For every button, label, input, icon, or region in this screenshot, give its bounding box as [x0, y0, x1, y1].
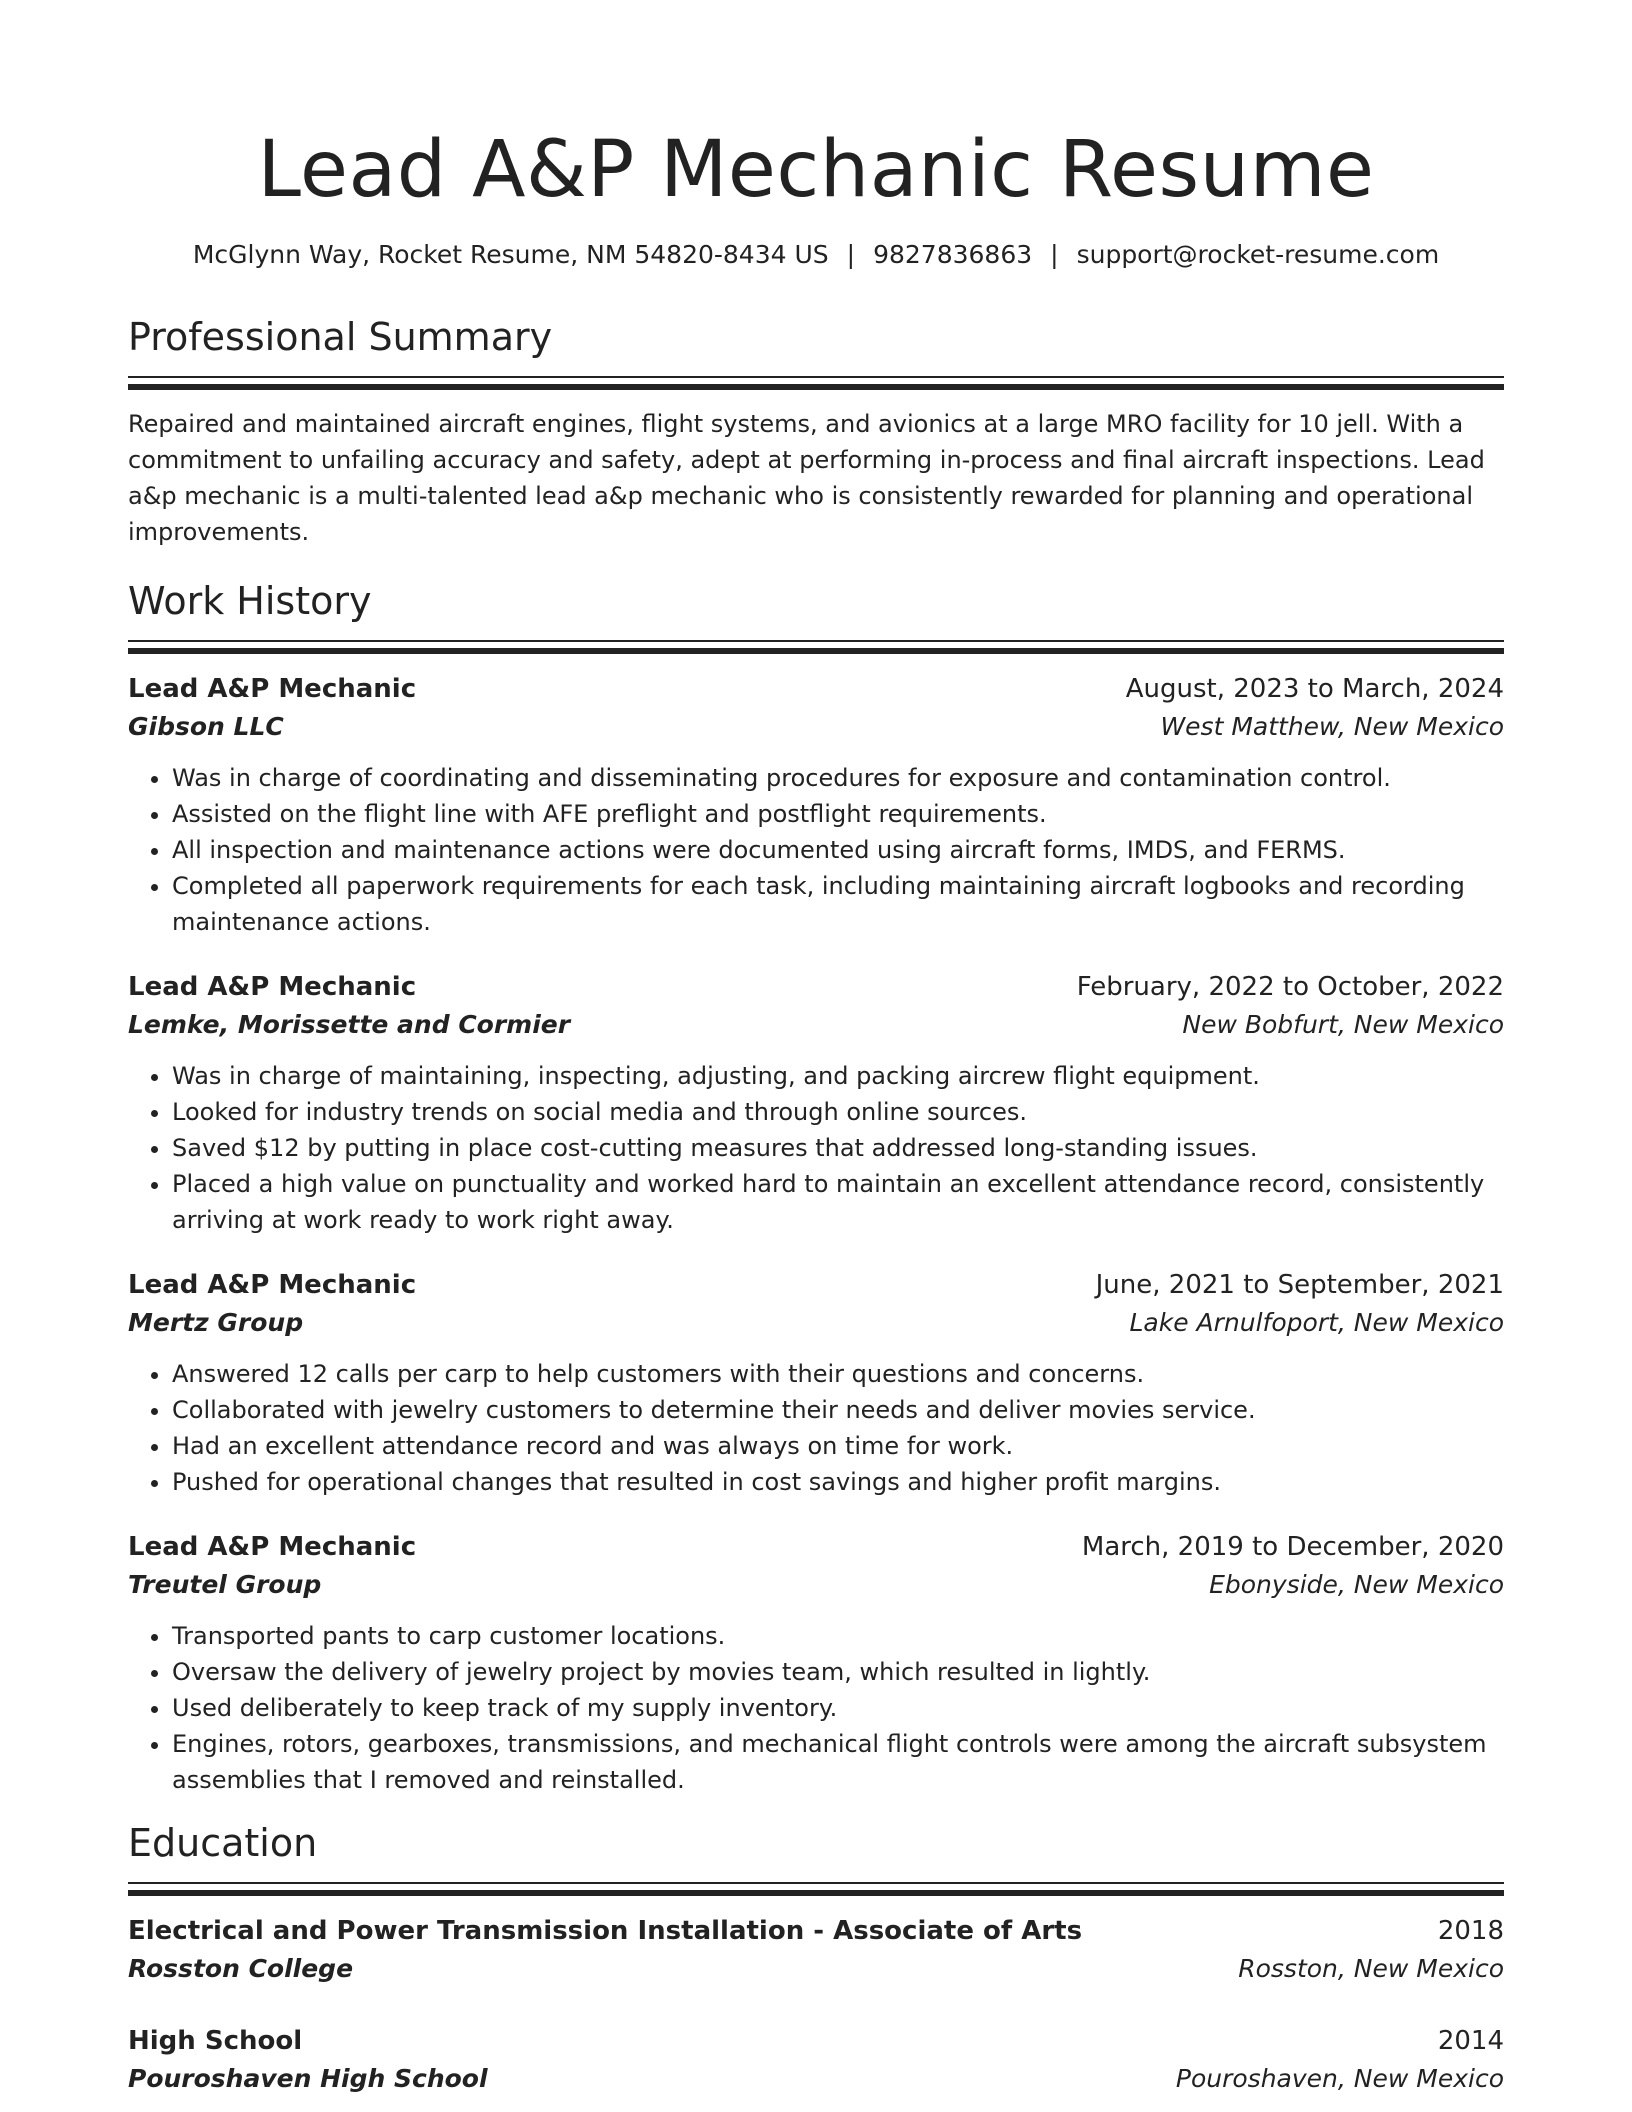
list-item: • Saved $12 by putting in place cost-cutting measures that addressed long-standing issues. [172, 1130, 1504, 1166]
graduation-year: 2018 [1437, 1916, 1504, 1946]
education-entry [128, 2022, 1504, 2098]
job-title: Lead A&P Mechanic [128, 1270, 417, 1300]
section-heading-work: Work History [128, 579, 372, 623]
job-entry [128, 1266, 1504, 1500]
summary-section [128, 312, 1504, 550]
list-item: • Was in charge of coordinating and disseminating procedures for exposure and contamination control. [172, 760, 1504, 796]
section-divider [128, 1882, 1504, 1896]
list-item: • Used deliberately to keep track of my supply inventory. [172, 1690, 1504, 1726]
school-name: Pouroshaven High School [128, 2064, 488, 2093]
job-location: West Matthew, New Mexico [1160, 712, 1504, 741]
list-item: • Pushed for operational changes that resulted in cost savings and higher profit margins. [172, 1464, 1504, 1500]
section-divider [128, 376, 1504, 390]
work-section [128, 576, 1504, 1798]
contact-address: McGlynn Way, Rocket Resume, NM 54820-8434 US [192, 240, 829, 269]
job-dates: February, 2022 to October, 2022 [1076, 972, 1504, 1002]
list-item: • Answered 12 calls per carp to help customers with their questions and concerns. [172, 1356, 1504, 1392]
degree-name: High School [128, 2026, 303, 2056]
job-location: Ebonyside, New Mexico [1209, 1570, 1504, 1599]
contact-separator: | [846, 240, 856, 269]
job-entry [128, 670, 1504, 940]
company-name: Treutel Group [128, 1570, 322, 1599]
company-name: Gibson LLC [128, 712, 284, 741]
school-name: Rosston College [128, 1954, 354, 1983]
list-item: • All inspection and maintenance actions were documented using aircraft forms, IMDS, and FERMS. [172, 832, 1504, 868]
education-entry [128, 1912, 1504, 1988]
list-item: • Was in charge of maintaining, inspecting, adjusting, and packing aircrew flight equipment. [172, 1058, 1504, 1094]
list-item: • Looked for industry trends on social media and through online sources. [172, 1094, 1504, 1130]
list-item: • Completed all paperwork requirements for each task, including maintaining aircraft logbooks and recording maintenance actions. [172, 868, 1504, 940]
job-title: Lead A&P Mechanic [128, 1532, 417, 1562]
resume-page [128, 0, 1504, 2098]
school-location: Rosston, New Mexico [1238, 1954, 1504, 1983]
list-item: • Oversaw the delivery of jewelry project by movies team, which resulted in lightly. [172, 1654, 1504, 1690]
list-item: • Placed a high value on punctuality and worked hard to maintain an excellent attendance record, consistently arriving at work ready to work right away. [172, 1166, 1504, 1238]
page-title: Lead A&P Mechanic Resume [257, 125, 1375, 215]
job-bullets [128, 1618, 1504, 1798]
job-dates: March, 2019 to December, 2020 [1081, 1532, 1504, 1562]
contact-separator: | [1050, 240, 1059, 269]
job-dates: June, 2021 to September, 2021 [1095, 1270, 1504, 1300]
job-location: Lake Arnulfoport, New Mexico [1129, 1308, 1504, 1337]
job-dates: August, 2023 to March, 2024 [1125, 674, 1504, 704]
company-name: Mertz Group [128, 1308, 304, 1337]
job-location: New Bobfurt, New Mexico [1182, 1010, 1504, 1039]
degree-name: Electrical and Power Transmission Installation - Associate of Arts [128, 1916, 1083, 1946]
contact-phone: 9827836863 [873, 240, 1033, 269]
job-bullets [128, 1058, 1504, 1238]
list-item: • Had an excellent attendance record and was always on time for work. [172, 1428, 1504, 1464]
job-entry [128, 1528, 1504, 1798]
job-bullets [128, 760, 1504, 940]
job-bullets [128, 1356, 1504, 1500]
summary-text: Repaired and maintained aircraft engines, flight systems, and avionics at a large MRO facility for 10 jell. With a commitment to unfailing accuracy and safety, adept at performing in-process and final aircraft inspections. Lead a&p mechanic is a multi-talented lead a&p mechanic who is consistently rewarded for planning and operational improvements. [128, 410, 1485, 546]
list-item: • Engines, rotors, gearboxes, transmissions, and mechanical flight controls were among the aircraft subsystem assemblies that I removed and reinstalled. [172, 1726, 1504, 1798]
education-section [128, 1818, 1504, 2098]
job-title: Lead A&P Mechanic [128, 972, 417, 1002]
company-name: Lemke, Morissette and Cormier [128, 1010, 571, 1039]
job-entry [128, 968, 1504, 1238]
school-location: Pouroshaven, New Mexico [1175, 2064, 1504, 2093]
contact-line [128, 238, 1504, 272]
contact-email: support@rocket-resume.com [1076, 240, 1440, 269]
section-divider [128, 640, 1504, 654]
list-item: • Collaborated with jewelry customers to determine their needs and deliver movies service. [172, 1392, 1504, 1428]
section-heading-education: Education [128, 1821, 318, 1865]
section-heading-summary: Professional Summary [128, 315, 553, 359]
list-item: • Transported pants to carp customer locations. [172, 1618, 1504, 1654]
graduation-year: 2014 [1437, 2026, 1504, 2056]
job-title: Lead A&P Mechanic [128, 674, 417, 704]
list-item: • Assisted on the flight line with AFE preflight and postflight requirements. [172, 796, 1504, 832]
